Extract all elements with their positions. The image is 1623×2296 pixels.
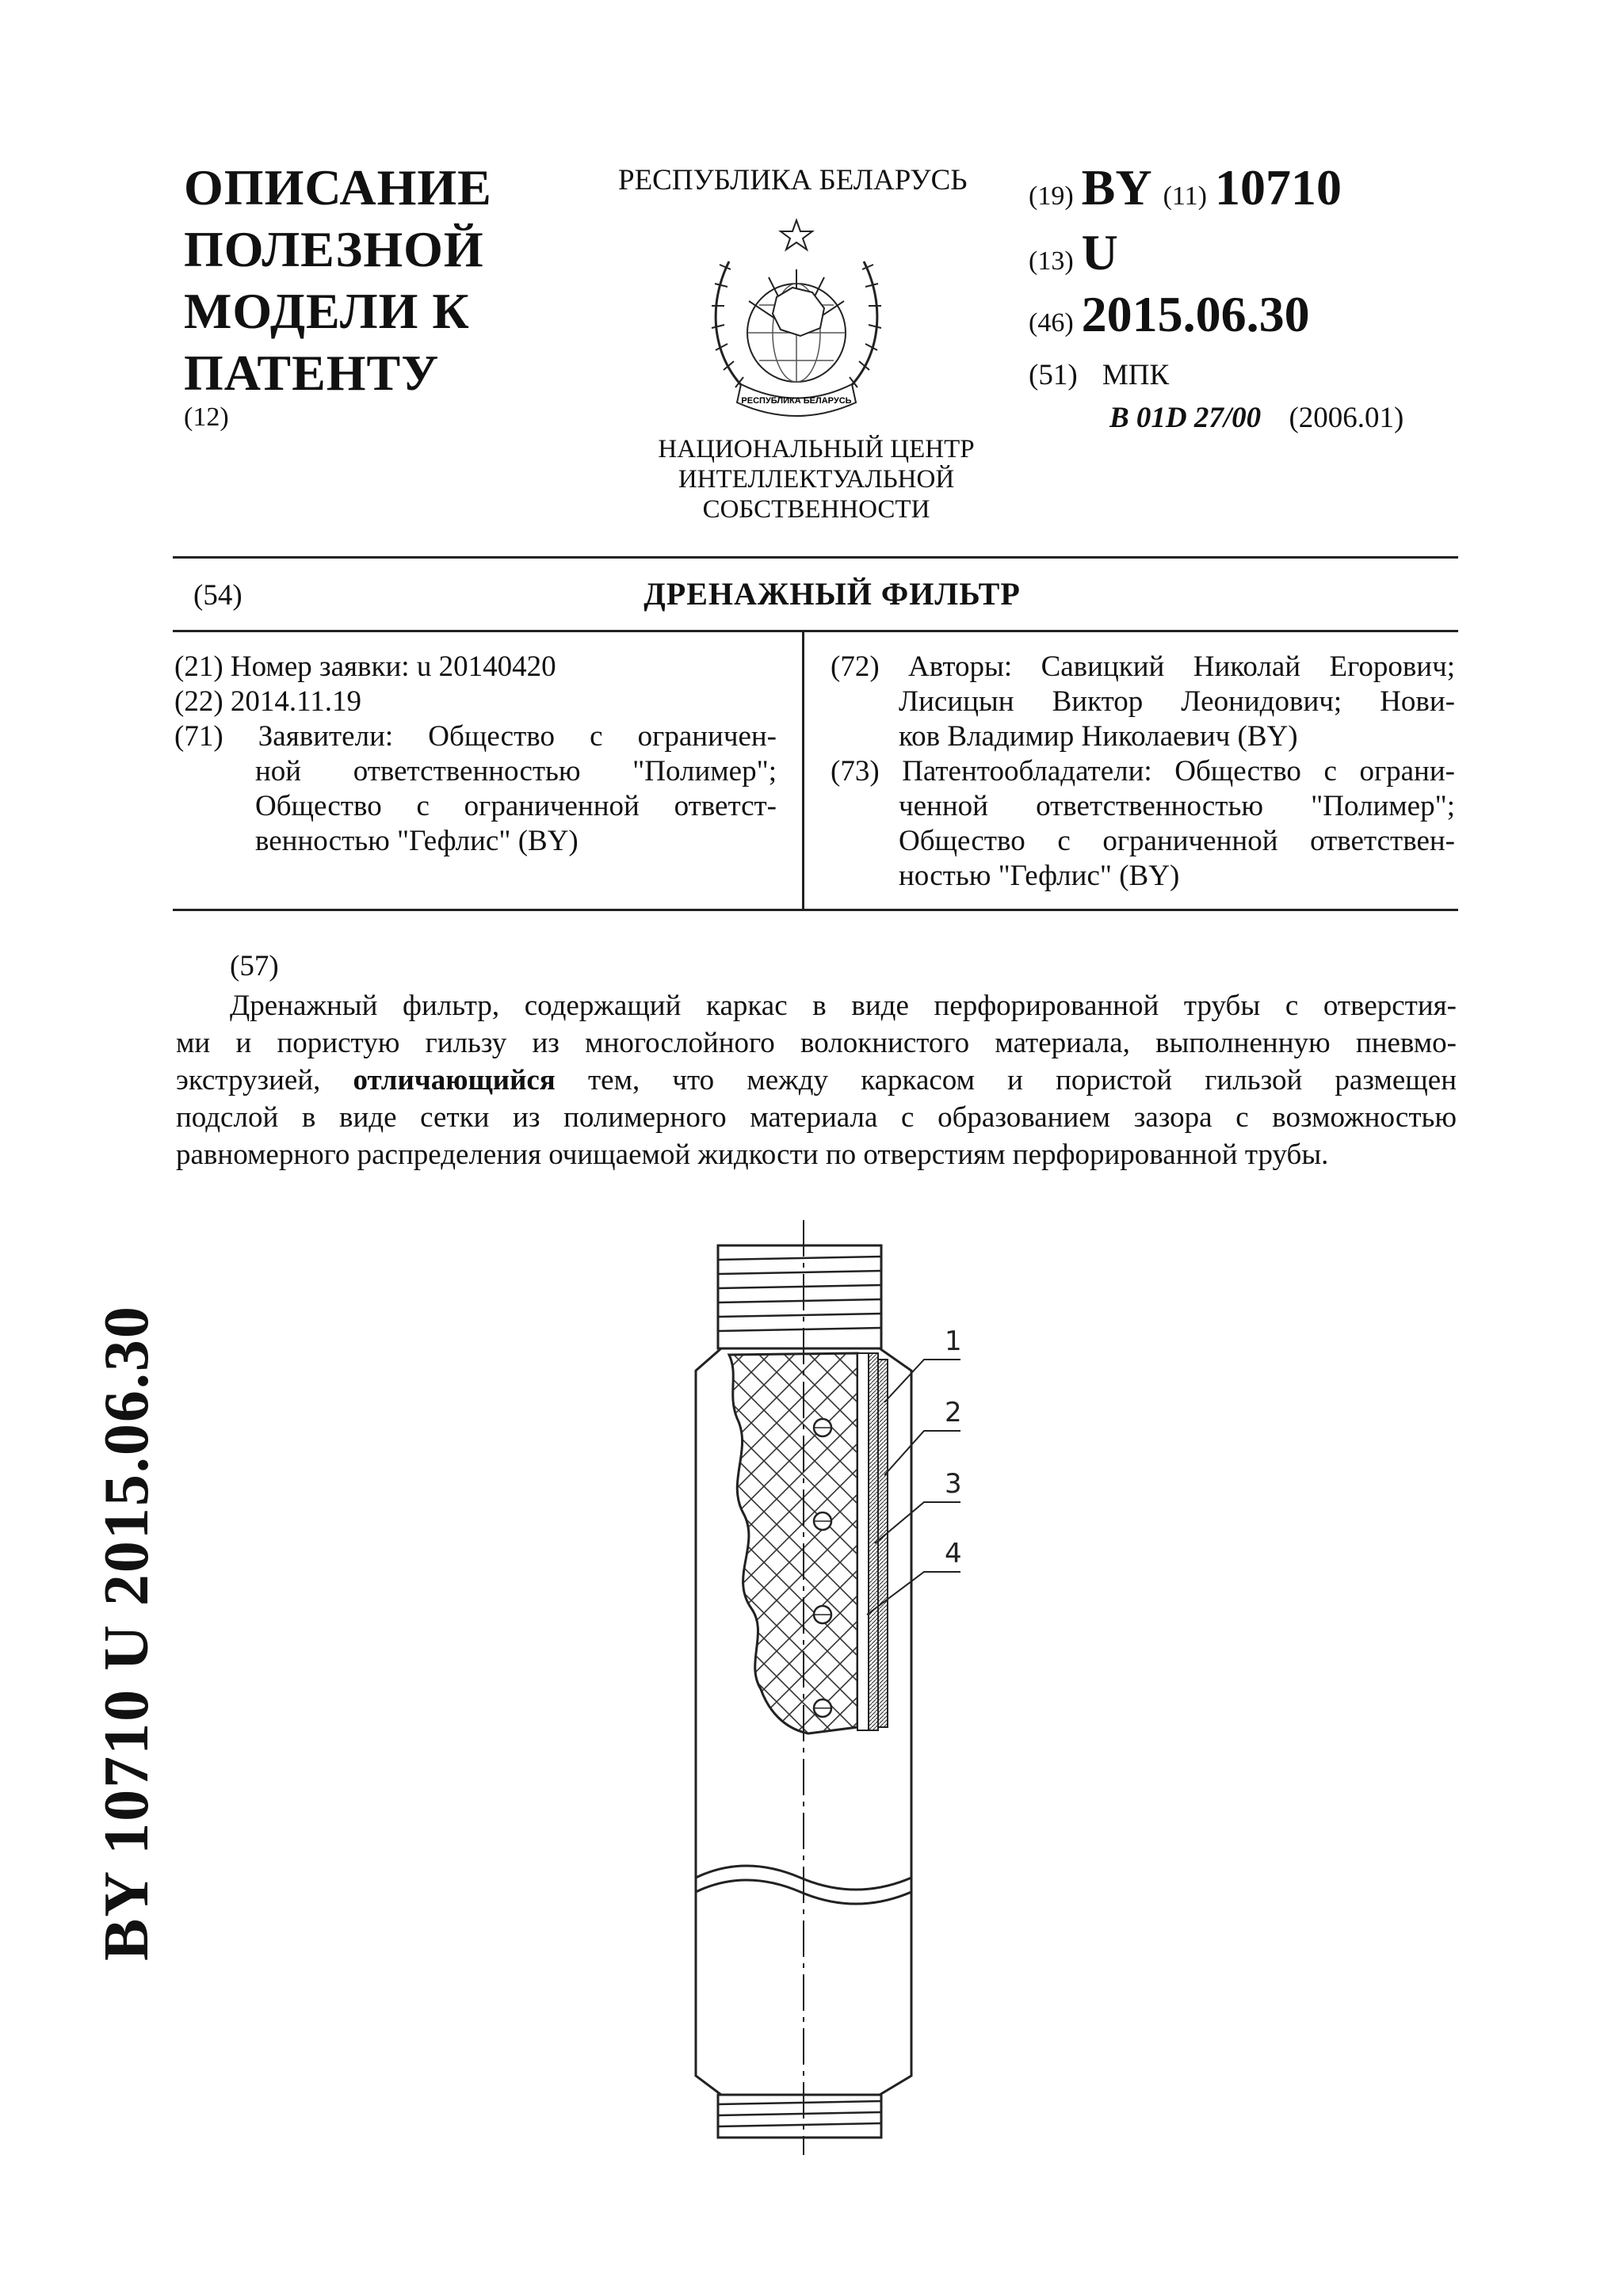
label-3: 3 bbox=[945, 1468, 962, 1500]
biblio-left-line-5: Общество с ограниченной ответст- bbox=[255, 790, 777, 822]
inid-11: (11) bbox=[1163, 181, 1207, 211]
label-2: 2 bbox=[945, 1397, 962, 1428]
biblio-right-line-4: (73) Патентообладатели: Общество с ограни- bbox=[831, 755, 1455, 788]
biblio-right bbox=[831, 650, 1455, 894]
biblio-right-line-5: ченной ответственностью "Полимер"; bbox=[899, 790, 1455, 822]
biblio-right-line-7: ностью "Гефлис" (BY) bbox=[899, 860, 1180, 892]
doc-type-line-1: ОПИСАНИЕ bbox=[184, 159, 492, 215]
inid-51: (51) bbox=[1029, 359, 1078, 391]
biblio-divider bbox=[802, 631, 804, 910]
republic-name: РЕСПУБЛИКА БЕЛАРУСЬ bbox=[618, 164, 968, 196]
abstract-line-3-post: тем, что между каркасом и пористой гильзой размещен bbox=[555, 1064, 1457, 1097]
biblio-right-line-2: Лисицын Виктор Леонидович; Нови- bbox=[899, 685, 1455, 718]
abstract-line-5: равномерного распределения очищаемой жидкости по отверстиям перфорированной трубы. bbox=[176, 1138, 1329, 1171]
inid-46: (46) bbox=[1029, 308, 1074, 338]
abstract-text bbox=[176, 987, 1457, 1173]
title-code: (54) bbox=[193, 579, 242, 612]
office-line-1: НАЦИОНАЛЬНЫЙ ЦЕНТР bbox=[658, 435, 975, 463]
abstract-line-2: ми и пористую гильзу из многослойного волокнистого материала, выполненную пневмо- bbox=[176, 1027, 1457, 1059]
doc-type-line-2: ПОЛЕЗНОЙ bbox=[184, 221, 484, 277]
label-1: 1 bbox=[945, 1325, 962, 1357]
abstract-line-3 bbox=[176, 1062, 1457, 1099]
biblio-right-line-6: Общество с ограниченной ответствен- bbox=[899, 825, 1455, 857]
label-4: 4 bbox=[945, 1538, 962, 1569]
abstract-line-3-pre: экструзией, bbox=[176, 1064, 353, 1097]
inid-19: (19) bbox=[1029, 181, 1074, 211]
invention-title: ДРЕНАЖНЫЙ ФИЛЬТР bbox=[643, 576, 1021, 612]
title-top-rule bbox=[173, 556, 1458, 559]
biblio-bottom-rule bbox=[173, 909, 1458, 911]
abstract-code: (57) bbox=[230, 950, 279, 982]
code-row-13 bbox=[1029, 223, 1118, 282]
country-code: BY bbox=[1081, 159, 1152, 215]
ipc-version: (2006.01) bbox=[1289, 402, 1404, 434]
biblio-right-line-3: ков Владимир Николаевич (BY) bbox=[899, 720, 1298, 753]
biblio-left-line-4: ной ответственностью "Полимер"; bbox=[255, 755, 777, 788]
doc-type-title bbox=[184, 157, 492, 404]
doc-type-line-3: МОДЕЛИ К bbox=[184, 283, 470, 339]
office-name bbox=[650, 434, 983, 524]
code-row-51 bbox=[1029, 358, 1169, 392]
biblio-left-line-1: (21) Номер заявки: u 20140420 bbox=[174, 650, 556, 683]
ipc-label: МПК bbox=[1102, 359, 1170, 391]
doc-type-code: (12) bbox=[184, 402, 229, 432]
biblio-left bbox=[174, 650, 777, 859]
ipc-class: B 01D 27/00 bbox=[1109, 402, 1262, 434]
office-line-3: СОБСТВЕННОСТИ bbox=[702, 495, 930, 524]
state-emblem bbox=[697, 214, 896, 428]
doc-type-line-4: ПАТЕНТУ bbox=[184, 345, 440, 401]
code-row-46 bbox=[1029, 285, 1310, 344]
code-row-19-11 bbox=[1029, 158, 1342, 217]
filter-drawing bbox=[650, 1220, 983, 2155]
abstract-distinguishing-word: отличающийся bbox=[353, 1064, 556, 1097]
abstract-line-1: Дренажный фильтр, содержащий каркас в виде перфорированной трубы с отверстия- bbox=[230, 990, 1457, 1022]
ipc-row bbox=[1109, 401, 1403, 435]
publication-date: 2015.06.30 bbox=[1081, 286, 1310, 342]
biblio-left-line-2: (22) 2014.11.19 bbox=[174, 685, 362, 718]
biblio-left-line-6: венностью "Гефлис" (BY) bbox=[255, 825, 579, 857]
inid-13: (13) bbox=[1029, 246, 1074, 276]
biblio-left-line-3: (71) Заявители: Общество с ограничен- bbox=[174, 720, 777, 753]
kind-code: U bbox=[1081, 224, 1118, 280]
side-identifier: BY 10710 U 2015.06.30 bbox=[92, 1305, 162, 1961]
emblem-ribbon-text: РЕСПУБЛИКА БЕЛАРУСЬ bbox=[741, 396, 852, 406]
patent-number: 10710 bbox=[1214, 159, 1342, 215]
biblio-right-line-1: (72) Авторы: Савицкий Николай Егорович; bbox=[831, 650, 1455, 683]
office-line-2: ИНТЕЛЛЕКТУАЛЬНОЙ bbox=[678, 465, 955, 494]
title-bottom-rule bbox=[173, 630, 1458, 632]
abstract-line-4: подслой в виде сетки из полимерного материала с образованием зазора с возможностью bbox=[176, 1101, 1457, 1134]
